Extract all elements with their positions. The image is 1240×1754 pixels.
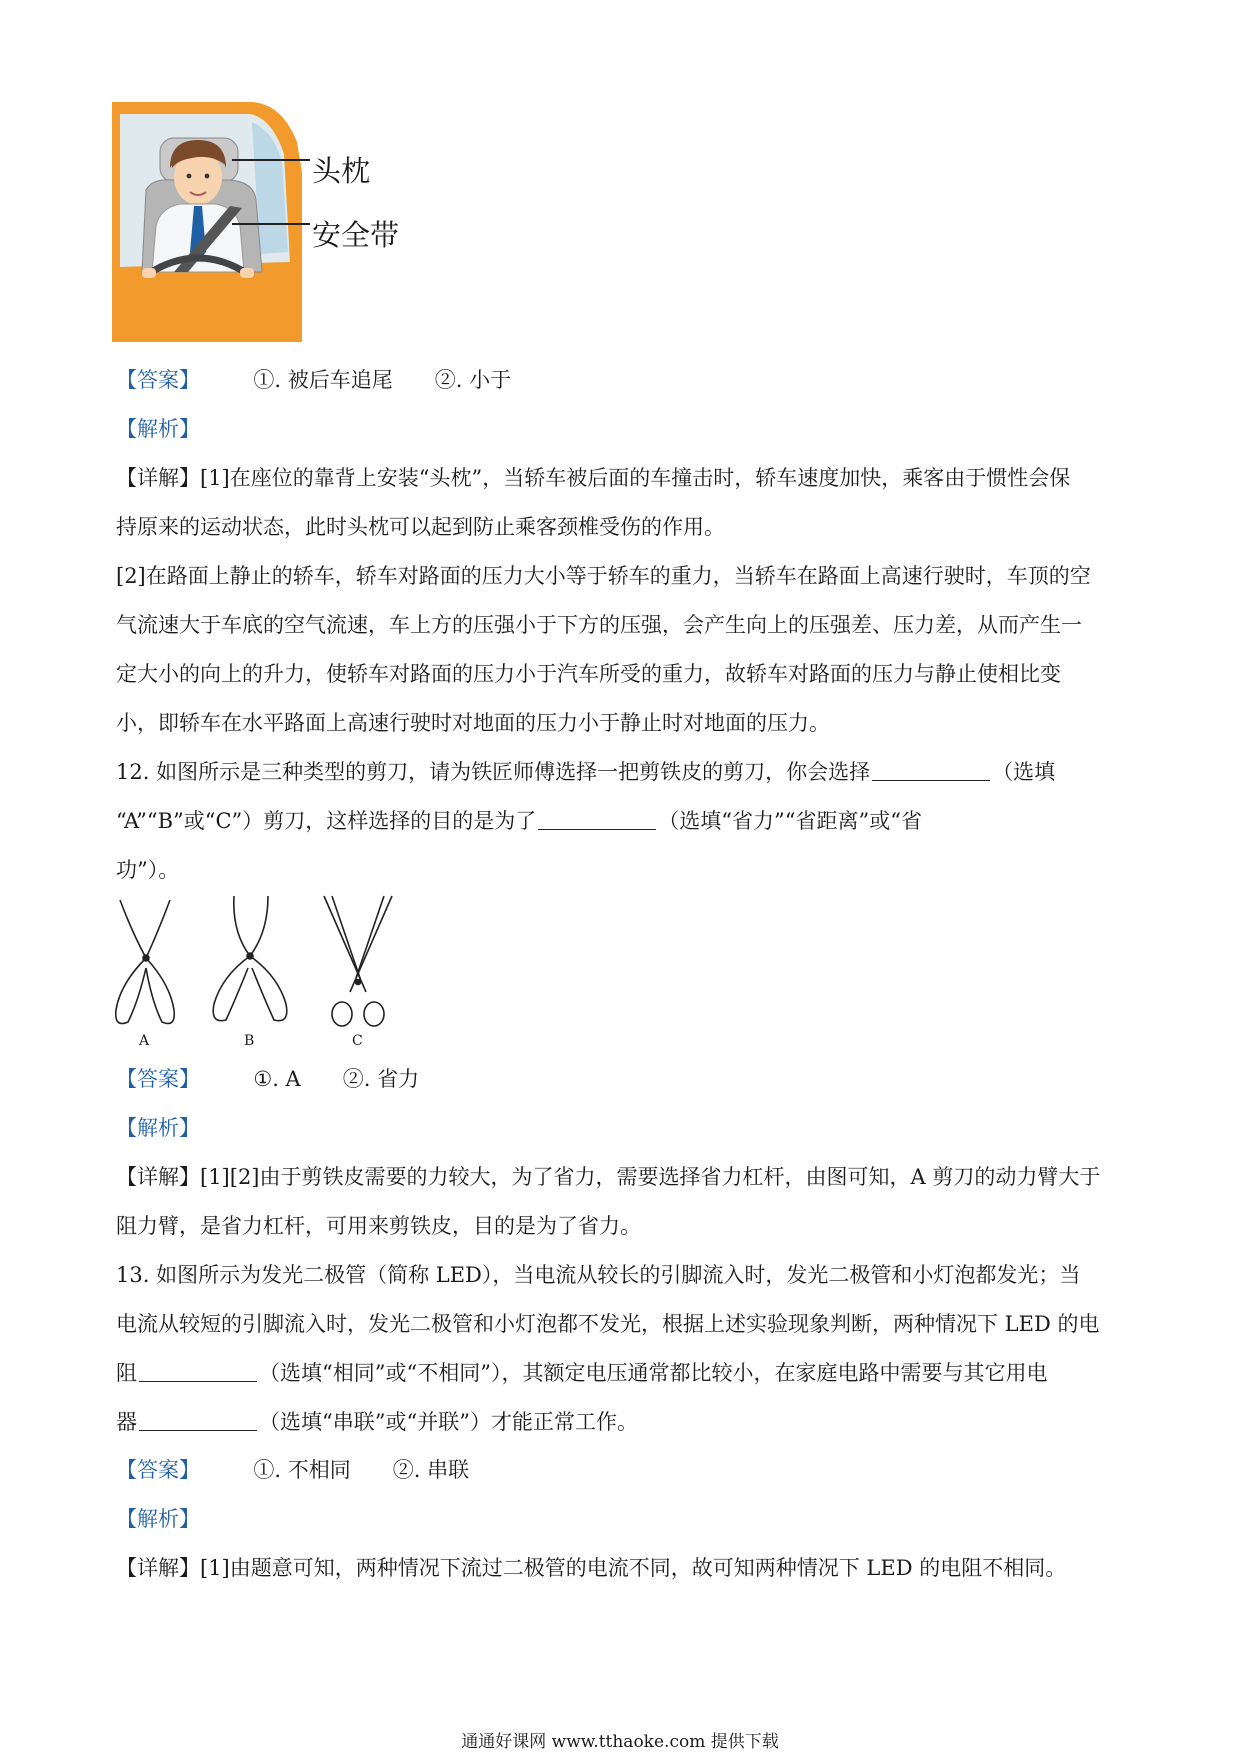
q11-detail-line: [2]在路面上静止的轿车，轿车对路面的压力大小等于轿车的重力，当轿车在路面上高速行驶时，车顶的空 — [116, 564, 1091, 588]
scissor-label-c: C — [352, 1033, 363, 1049]
q12-answer — [116, 1065, 419, 1093]
q12-question-line: 功”）。 — [116, 858, 180, 882]
answer-text: ①. A ②. 省力 — [253, 1067, 420, 1091]
q11-analysis-tag: 【解析】 — [116, 417, 200, 441]
answer-blank[interactable] — [139, 1410, 257, 1431]
q12-question-line: 12. 如图所示是三种类型的剪刀，请为铁匠师傅选择一把剪铁皮的剪刀，你会选择 （选填 — [116, 760, 1056, 784]
headrest-pointer-line — [232, 159, 310, 161]
q11-detail-line: 气流速大于车底的空气流速，车上方的压强小于下方的压强，会产生向上的压强差、压力差，从而产生一 — [116, 613, 1082, 637]
q12-analysis-tag: 【解析】 — [116, 1116, 200, 1140]
scissor-b — [213, 896, 287, 1021]
answer-blank[interactable] — [139, 1361, 257, 1382]
q13-detail-line: 【详解】[1]由题意可知，两种情况下流过二极管的电流不同，故可知两种情况下 LED 的电阻不相同。 — [116, 1556, 1067, 1580]
scissors-figure — [110, 892, 410, 1052]
detail-tag: 【详解】 — [116, 1556, 200, 1580]
answer-tag: 【答案】 — [116, 1067, 200, 1091]
scissor-a — [116, 900, 175, 1024]
detail-tag: 【详解】 — [116, 466, 200, 490]
q13-question-line: 13. 如图所示为发光二极管（简称 LED），当电流从较长的引脚流入时，发光二极管和小灯泡都发光；当 — [116, 1263, 1081, 1287]
q13-question-line: 阻 （选填“相同”或“不相同”），其额定电压通常都比较小，在家庭电路中需要与其它用电 — [116, 1361, 1048, 1385]
answer-text: ①. 被后车追尾 ②. 小于 — [253, 368, 512, 392]
q11-answer — [116, 366, 511, 394]
driver-illustration — [112, 102, 302, 342]
detail-tag: 【详解】 — [116, 1165, 200, 1189]
answer-blank[interactable] — [538, 809, 656, 830]
seatbelt-pointer-line — [232, 223, 310, 225]
q12-detail-line: 【详解】[1][2]由于剪铁皮需要的力较大，为了省力，需要选择省力杠杆，由图可知，A 剪刀的动力臂大于 — [116, 1165, 1101, 1189]
seatbelt-label: 安全带 — [312, 218, 400, 252]
q12-question-line: “A”“B”或“C”）剪刀，这样选择的目的是为了 （选填“省力”“省距离”或“省 — [116, 809, 922, 833]
headrest-label: 头枕 — [312, 154, 371, 188]
q13-answer — [116, 1456, 469, 1484]
detail-text: [1]在座位的靠背上安装“头枕”，当轿车被后面的车撞击时，轿车速度加快，乘客由于惯性会保 — [200, 466, 1071, 490]
q11-detail-line — [116, 464, 1070, 492]
scissor-c — [324, 896, 392, 1026]
q13-question-line: 电流从较短的引脚流入时，发光二极管和小灯泡都不发光，根据上述实验现象判断，两种情况下 LED 的电 — [116, 1312, 1100, 1336]
q12-detail-line: 阻力臂，是省力杠杆，可用来剪铁皮，目的是为了省力。 — [116, 1214, 641, 1238]
answer-tag: 【答案】 — [116, 1458, 200, 1482]
scissor-label-b: B — [244, 1033, 255, 1049]
page-footer: 通通好课网 www.tthaoke.com 提供下载 — [461, 1732, 779, 1752]
answer-text: ①. 不相同 ②. 串联 — [253, 1458, 470, 1482]
q11-detail-line: 持原来的运动状态，此时头枕可以起到防止乘客颈椎受伤的作用。 — [116, 515, 725, 539]
scissor-label-a: A — [139, 1033, 150, 1049]
answer-tag: 【答案】 — [116, 368, 200, 392]
q13-question-line: 器 （选填“串联”或“并联”）才能正常工作。 — [116, 1410, 638, 1434]
answer-blank[interactable] — [872, 760, 990, 781]
q11-detail-line: 小，即轿车在水平路面上高速行驶时对地面的压力小于静止时对地面的压力。 — [116, 711, 830, 735]
q11-detail-line: 定大小的向上的升力，使轿车对路面的压力小于汽车所受的重力，故轿车对路面的压力与静止使相比变 — [116, 662, 1061, 686]
q13-analysis-tag: 【解析】 — [116, 1507, 200, 1531]
